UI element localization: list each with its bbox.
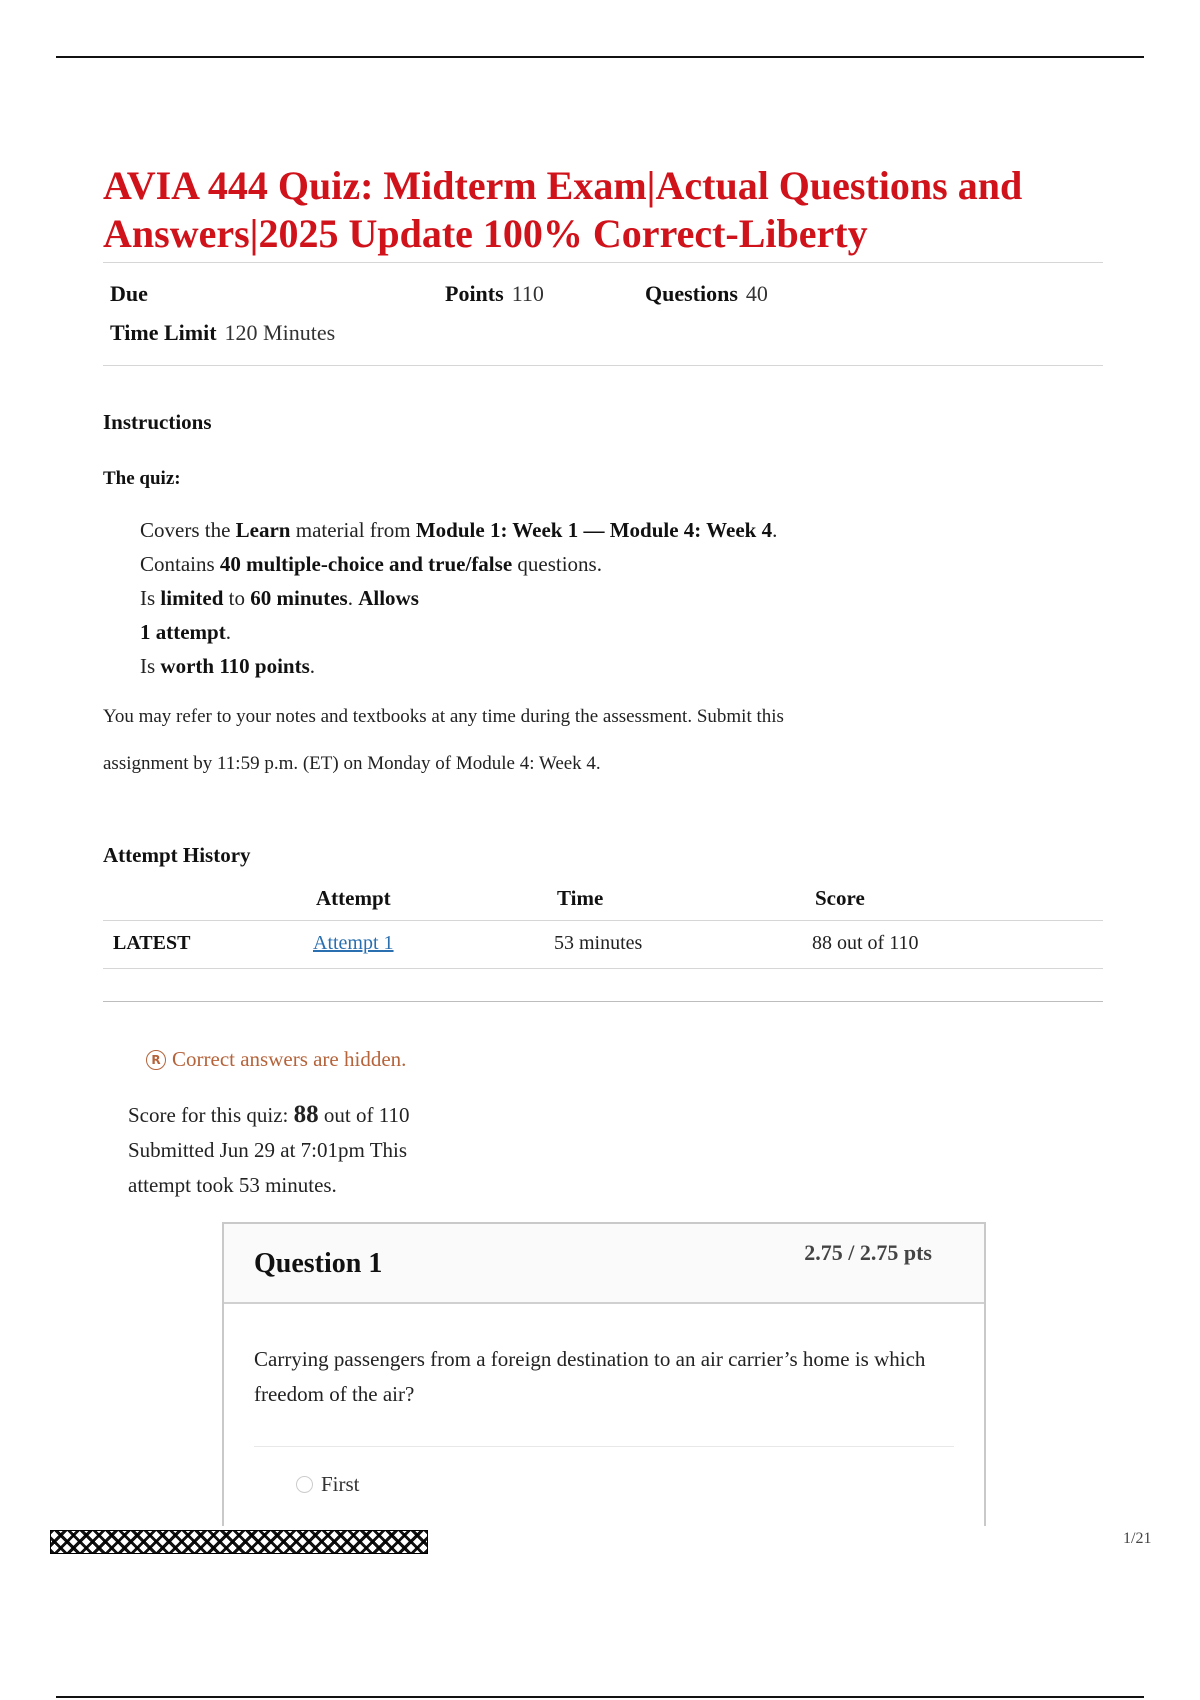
submitted-line: Submitted Jun 29 at 7:01pm This bbox=[128, 1138, 408, 1162]
latest-tag: LATEST bbox=[113, 932, 191, 954]
instruction-emphasis: Module 1: Week 1 — Module 4: Week 4 bbox=[415, 518, 773, 542]
points-label: Points bbox=[445, 281, 504, 306]
divider bbox=[103, 262, 1103, 263]
attempt-score: 88 out of 110 bbox=[812, 932, 919, 954]
instruction-text: Contains bbox=[140, 552, 220, 576]
table-divider bbox=[103, 920, 1103, 921]
question-card bbox=[222, 1222, 986, 1526]
attempt-link[interactable]: Attempt 1 bbox=[313, 932, 394, 954]
page-title: AVIA 444 Quiz: Midterm Exam|Actual Questions and Answers|2025 Update 100% Correct-Liberty bbox=[103, 163, 1023, 256]
quiz-label: The quiz: bbox=[103, 468, 181, 489]
instruction-text: questions. bbox=[512, 552, 602, 576]
registered-icon: R bbox=[146, 1050, 166, 1070]
answer-option[interactable] bbox=[296, 1472, 360, 1497]
instruction-text: to bbox=[223, 586, 251, 610]
divider bbox=[103, 1001, 1103, 1002]
instructions-paragraph: assignment by 11:59 p.m. (ET) on Monday of Module 4: Week 4. bbox=[103, 753, 601, 774]
column-header-attempt: Attempt bbox=[316, 886, 391, 910]
time-limit-value: 120 Minutes bbox=[224, 320, 336, 345]
instruction-emphasis: Allows bbox=[358, 586, 419, 610]
instruction-emphasis: Learn bbox=[235, 518, 291, 542]
column-header-score: Score bbox=[815, 886, 865, 910]
instruction-item bbox=[140, 620, 231, 645]
redaction-bar bbox=[50, 1530, 428, 1554]
answers-hidden-text: Correct answers are hidden. bbox=[172, 1047, 407, 1071]
answers-hidden-notice bbox=[146, 1047, 406, 1072]
instruction-emphasis: limited bbox=[160, 586, 224, 610]
questions-label: Questions bbox=[645, 281, 738, 306]
table-divider bbox=[103, 968, 1103, 969]
attempt-time: 53 minutes bbox=[554, 932, 643, 954]
instructions-heading: Instructions bbox=[103, 410, 212, 434]
bottom-rule bbox=[56, 1696, 1144, 1698]
divider bbox=[103, 365, 1103, 366]
top-rule bbox=[56, 56, 1144, 58]
page-number: 1/21 bbox=[1123, 1530, 1152, 1547]
instruction-text: . bbox=[347, 586, 359, 610]
question-header bbox=[224, 1224, 984, 1304]
points-field bbox=[445, 281, 544, 307]
duration-line: attempt took 53 minutes. bbox=[128, 1173, 337, 1197]
instruction-emphasis: 60 minutes bbox=[250, 586, 348, 610]
instructions-paragraph: You may refer to your notes and textbooks at any time during the assessment. Submit this bbox=[103, 706, 784, 727]
time-limit-label: Time Limit bbox=[110, 320, 217, 345]
column-header-time: Time bbox=[557, 886, 604, 910]
radio-button[interactable] bbox=[296, 1476, 313, 1493]
question-text: Carrying passengers from a foreign destination to an air carrier’s home is which freedom of the air? bbox=[254, 1347, 926, 1406]
points-value: 110 bbox=[511, 281, 544, 306]
instruction-emphasis: 1 attempt bbox=[140, 620, 226, 644]
score-value: 88 bbox=[293, 1101, 319, 1128]
score-prefix: Score for this quiz: bbox=[128, 1103, 294, 1127]
time-limit-field bbox=[110, 320, 335, 346]
instruction-text: Covers the bbox=[140, 518, 236, 542]
questions-field bbox=[645, 281, 768, 307]
score-suffix: out of 110 bbox=[318, 1103, 410, 1127]
instruction-emphasis: 40 multiple-choice and true/false bbox=[219, 552, 513, 576]
instruction-item bbox=[140, 586, 419, 611]
instruction-item bbox=[140, 552, 602, 577]
due-field bbox=[110, 281, 156, 307]
due-label: Due bbox=[110, 281, 148, 306]
question-points: 2.75 / 2.75 pts bbox=[804, 1240, 932, 1265]
instruction-item bbox=[140, 518, 777, 543]
instruction-text: . bbox=[225, 620, 231, 644]
question-title: Question 1 bbox=[254, 1248, 383, 1279]
questions-value: 40 bbox=[745, 281, 768, 306]
quiz-score-line bbox=[128, 1101, 409, 1129]
answer-option-label: First bbox=[321, 1472, 360, 1496]
question-divider bbox=[254, 1446, 954, 1447]
instruction-item bbox=[140, 654, 315, 679]
instruction-text: . bbox=[772, 518, 778, 542]
instruction-emphasis: worth 110 points bbox=[160, 654, 310, 678]
instruction-text: material from bbox=[290, 518, 416, 542]
instruction-text: . bbox=[309, 654, 316, 678]
instruction-text: Is bbox=[140, 654, 161, 678]
instruction-text: Is bbox=[140, 586, 161, 610]
attempt-history-heading: Attempt History bbox=[103, 843, 251, 867]
